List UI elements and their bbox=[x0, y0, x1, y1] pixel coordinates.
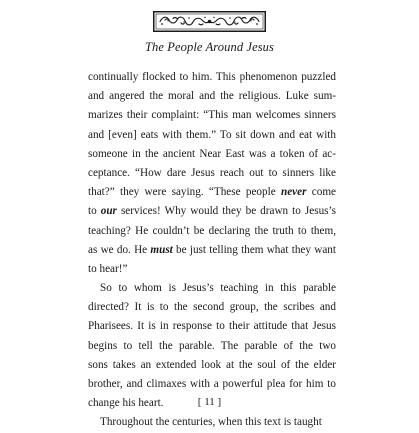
text-line bbox=[88, 241, 336, 260]
text-line bbox=[88, 356, 336, 375]
text-segment: someone in the ancient Near East was a token of ac- bbox=[88, 147, 336, 160]
text-segment: be just telling them what they want bbox=[172, 243, 336, 256]
text-segment: as we do. He bbox=[88, 243, 151, 256]
text-segment: Throughout the centuries, when this text is taught bbox=[100, 416, 322, 429]
text-line bbox=[88, 145, 336, 164]
text-segment: ceptance. “How dare Jesus reach out to sinners like bbox=[88, 166, 336, 179]
text-line bbox=[88, 260, 336, 279]
text-line bbox=[88, 87, 336, 106]
text-line bbox=[88, 183, 336, 202]
text-segment: continually flocked to him. This phenomenon puzzled bbox=[88, 71, 336, 83]
decorative-ornament-icon bbox=[153, 11, 266, 32]
emphasized-word: must bbox=[150, 243, 173, 256]
text-segment: to bbox=[88, 205, 101, 218]
text-segment: teaching? He couldn’t be declaring the truth to them, bbox=[88, 224, 336, 237]
text-line bbox=[88, 279, 336, 298]
body-text bbox=[88, 68, 336, 433]
running-head: The People Around Jesus bbox=[144, 40, 274, 54]
text-segment: that?” they were saying. “These people bbox=[88, 186, 281, 199]
text-segment: change his heart. bbox=[88, 397, 164, 410]
text-segment: directed? It is to the second group, the scribes and bbox=[88, 301, 336, 314]
text-line bbox=[88, 375, 336, 394]
text-line bbox=[88, 164, 336, 183]
text-segment: Pharisees. It is in response to their attitude that Jesus bbox=[88, 320, 336, 333]
text-segment: and angered the moral and the religious. Luke sum- bbox=[88, 90, 336, 103]
text-segment: come bbox=[306, 186, 336, 199]
text-segment: So to whom is Jesus’s teaching in this parable bbox=[100, 282, 336, 295]
text-line bbox=[88, 298, 336, 317]
text-line bbox=[88, 337, 336, 356]
text-segment: marizes their complaint: “This man welcomes sinners bbox=[88, 109, 336, 122]
page-number: [ 11 ] bbox=[197, 396, 222, 408]
text-line bbox=[88, 126, 336, 145]
text-segment: and [even] eats with them.” To sit down and eat with bbox=[88, 128, 336, 141]
text-line bbox=[88, 317, 336, 336]
text-segment: sons takes an extended look at the soul of the elder bbox=[88, 358, 336, 371]
text-line bbox=[88, 222, 336, 241]
text-segment: brother, and climaxes with a powerful plea for him to bbox=[88, 378, 336, 390]
text-line bbox=[88, 106, 336, 125]
text-line bbox=[88, 68, 336, 87]
text-segment: to hear!” bbox=[88, 262, 128, 275]
emphasized-word: our bbox=[100, 205, 117, 218]
text-line bbox=[88, 202, 336, 221]
text-segment: begins to tell the parable. The parable of the two bbox=[88, 339, 336, 352]
emphasized-word: never bbox=[280, 186, 307, 199]
text-segment: services! Why would they be drawn to Jesus’s bbox=[116, 205, 336, 218]
text-line bbox=[88, 413, 336, 432]
